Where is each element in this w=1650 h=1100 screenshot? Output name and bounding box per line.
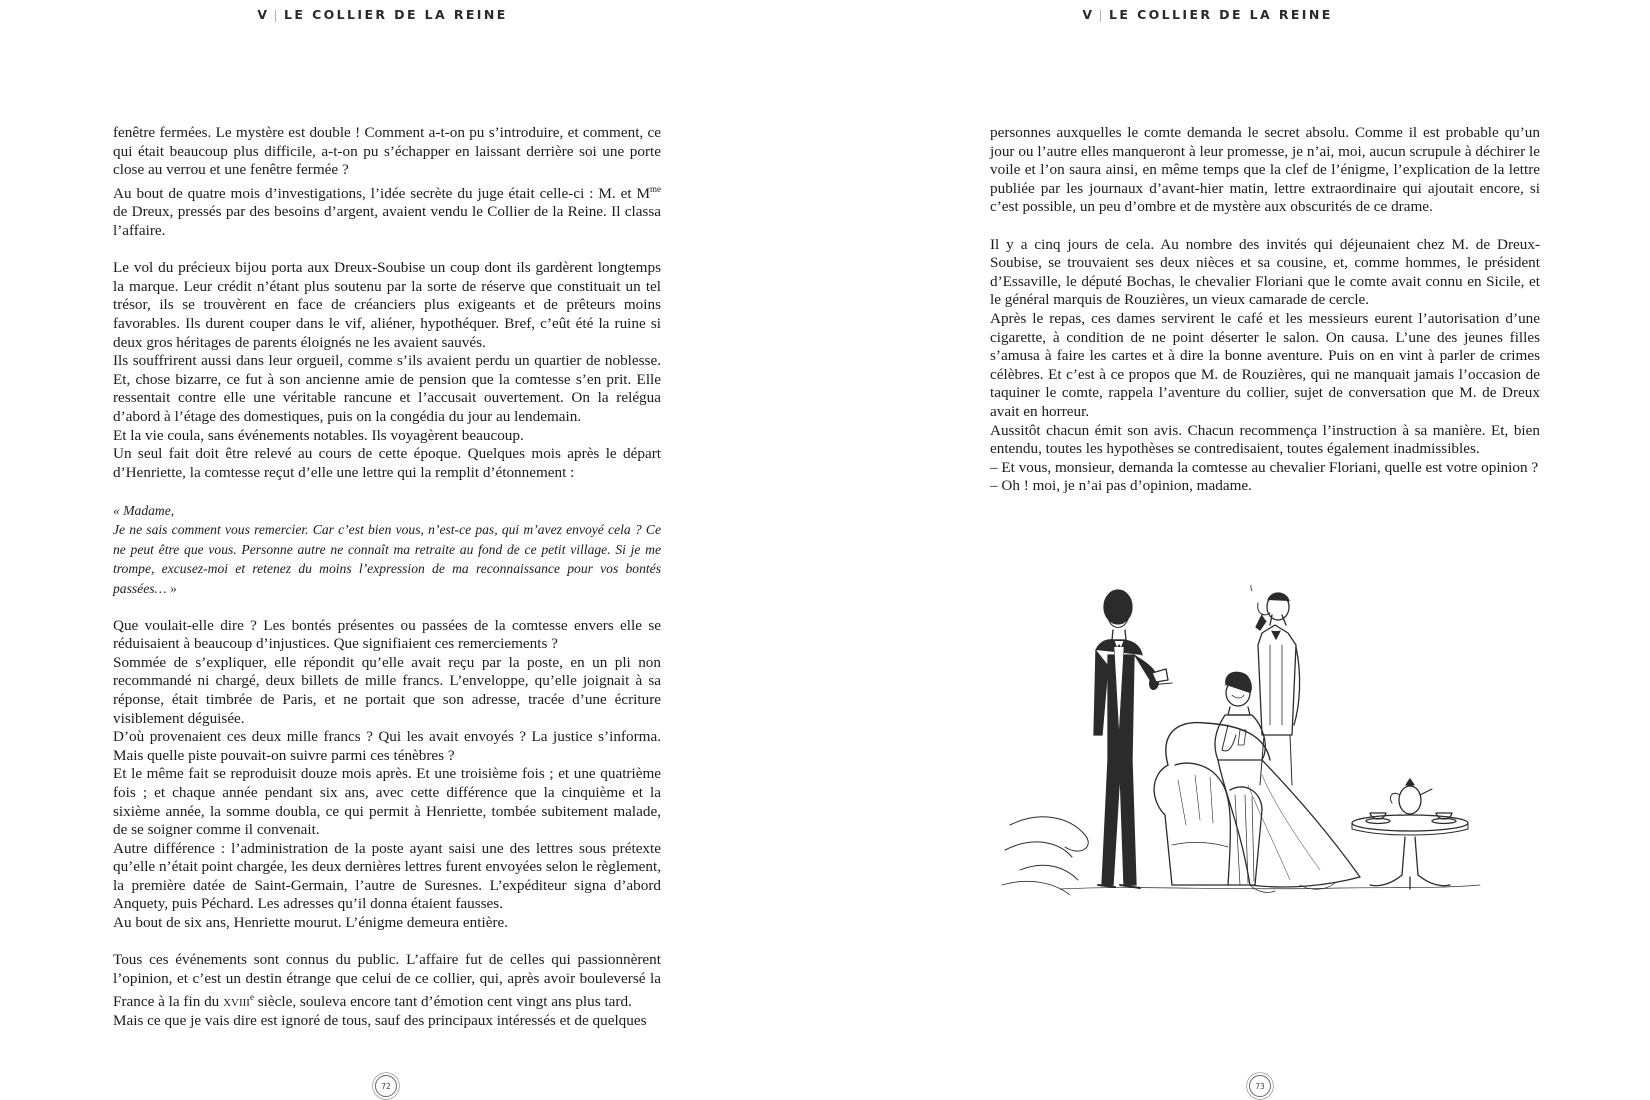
left-body-text: [113, 124, 661, 1031]
paragraph: Autre différence : l’administration de la poste ayant saisi une des lettres sous prétexte qu’elle n’était point chargée, les deux dernières lettres furent envoyées selon le règlement, la première datée de Saint-Germain, l’autre de Suresnes. L’expéditeur signa d’abord Anquety, puis Péchard. Les adresses qu’il donna étaient fausses.: [113, 839, 661, 913]
paragraph: Aussitôt chacun émit son avis. Chacun recommença l’instruction à sa manière. Et, bien entendu, toutes les hypothèses se contredisaient, toutes également inadmissibles.: [990, 421, 1540, 458]
paragraph: personnes auxquelles le comte demanda le secret absolu. Comme il est probable qu’un jour ou l’autre elles manqueront à leur promesse, je n’ai, moi, aucun scrupule à déchirer le voile et l’on saura ainsi, en même temps que la clef de l’énigme, l’explication de la lettre publiée par les journaux d’avant-hier matin, lettre extraordinaire qui ajoutait encore, si c’est possible, un peu d’ombre et de mystère aux obscurités de ce drame.: [990, 124, 1540, 216]
chapter-title: LE COLLIER DE LA REINE: [1109, 7, 1333, 22]
quoted-letter: [113, 501, 661, 598]
page-number-right: 73: [1249, 1075, 1271, 1097]
paragraph: – Oh ! moi, je n’ai pas d’opinion, madame.: [990, 477, 1252, 495]
paragraph: Un seul fait doit être relevé au cours de cette époque. Quelques mois après le départ d’Henriette, la comtesse reçut d’elle une lettre qui la remplit d’étonnement :: [113, 445, 661, 481]
paragraph: Au bout de six ans, Henriette mourut. L’énigme demeura entière.: [113, 914, 509, 932]
paragraph: Ils souffrirent aussi dans leur orgueil, comme s’ils avaient perdu un quartier de noblesse. Et, chose bizarre, ce fut à son ancienne amie de pension que la comtesse s’en prit. Elle ressentait contre elle une véritable rancune et l’accusait ouvertement. On la relégua d’abord à l’étage des domestiques, puis on la congédia du jour au lendemain.: [113, 352, 661, 425]
century-numeral: xviii: [223, 993, 250, 1011]
chapter-number: V: [1082, 7, 1095, 22]
letter-salutation: « Madame,: [113, 502, 175, 518]
running-head-separator: |: [273, 7, 281, 22]
paragraph-text: siècle, souleva encore tant d’émotion cent vingt ans plus tard.: [253, 993, 632, 1011]
paragraph: D’où provenaient ces deux mille francs ? Qui les avait envoyés ? La justice s’informa. Mais quelle piste pouvait-on suivre parmi ces ténèbres ?: [113, 728, 661, 764]
letter-body: Je ne sais comment vous remercier. Car c’est bien vous, n’est-ce pas, qui m’avez envoyé cela ? Ce ne peut être que vous. Personne autre ne connaît ma retraite au fond de ce petit village. Si je me trompe, excusez-moi et retenez du moins l’expression de ma reconnaissance pour vos bontés passées… »: [113, 522, 661, 596]
paragraph-text: Au bout de quatre mois d’investigations, l’idée secrète du juge était celle-ci : M. et M: [113, 184, 650, 202]
paragraph: Après le repas, ces dames servirent le café et les messieurs eurent l’autorisation d’une cigarette, à condition de ne point déserter le salon. On causa. L’une des jeunes filles s’amusa à faire les cartes et à dire la bonne aventure. Puis on en vint à parler de crimes célèbres. Et c’est à ce propos que M. de Rouzières, qui ne manquait jamais l’occasion de taquiner le comte, rappela l’aventure du collier, sujet de conversation que M. de Dreux avait en horreur.: [990, 309, 1540, 420]
paragraph: – Et vous, monsieur, demanda la comtesse au chevalier Floriani, quelle est votre opinion ?: [990, 458, 1539, 476]
paragraph: Et la vie coula, sans événements notables. Ils voyagèrent beaucoup.: [113, 426, 524, 444]
superscript: me: [650, 183, 661, 194]
chapter-title: LE COLLIER DE LA REINE: [284, 7, 508, 22]
paragraph: fenêtre fermées. Le mystère est double ! Comment a-t-on pu s’introduire, et comment, ce qui était beaucoup plus difficile, a-t-on pu s’échapper en laissant derrière soi une porte close au verrou et une fenêtre fermée ?: [113, 124, 661, 179]
running-head-separator: |: [1098, 7, 1106, 22]
chapter-number: V: [257, 7, 270, 22]
paragraph: Que voulait-elle dire ? Les bontés présentes ou passées de la comtesse envers elle se réduisaient à beaucoup d’injustices. Que signifiaient ces remerciements ?: [113, 616, 661, 653]
paragraph-text: Tous ces événements sont connus du public. L’affaire fut de celles qui passionnèrent l’opinion, et c’est un destin étrange que celui de ce collier, qui, après avoir bouleversé la France à la fin du: [113, 951, 661, 1011]
page-number-left: 72: [375, 1075, 397, 1097]
paragraph: Le vol du précieux bijou porta aux Dreux-Soubise un coup dont ils gardèrent longtemps la marque. Leur crédit n’étant plus soutenu par la sorte de réserve que constituait un tel trésor, ils se trouvèrent en face de créanciers plus exigeants et de prêteurs moins favorables. Ils durent couper dans le vif, aliéner, hypothéquer. Bref, c’eût été la ruine si deux gros héritages de parents éloignés ne les avaient sauvés.: [113, 259, 661, 351]
running-head-right: [795, 7, 1620, 22]
paragraph: Et le même fait se reproduisit douze mois après. Et une troisième fois ; et une quatrième fois ; et chaque année pendant six ans, avec cette différence que la cinquième et la sixième année, la somme doubla, ce qui permit à Henriette, tombée subitement malade, de se soigner comme il convenait.: [113, 765, 661, 839]
right-page: [825, 0, 1650, 1100]
running-head-left: [0, 7, 795, 22]
superscript: e: [249, 992, 254, 1003]
right-body-text: [990, 124, 1540, 496]
paragraph: [113, 951, 661, 1012]
paragraph: [113, 180, 661, 241]
paragraph-text: de Dreux, pressés par des besoins d’argent, avaient vendu le Collier de la Reine. Il classa l’affaire.: [113, 203, 661, 240]
salon-illustration: [1000, 585, 1520, 945]
paragraph: Sommée de s’expliquer, elle répondit qu’elle avait reçu par la poste, en un pli non recommandé ni chargé, deux billets de mille francs. L’enveloppe, qu’elle joignait à sa réponse, était timbrée de Paris, et ne portait que son adresse, tracée d’une écriture visiblement déguisée.: [113, 653, 661, 727]
paragraph: Mais ce que je vais dire est ignoré de tous, sauf des principaux intéressés et de quelques: [113, 1012, 647, 1030]
paragraph: Il y a cinq jours de cela. Au nombre des invités qui déjeunaient chez M. de Dreux-Soubise, se trouvaient ses deux nièces et sa cousine, et, comme hommes, le président d’Essaville, le député Bochas, le chevalier Floriani que le comte avait connu en Sicile, et le général marquis de Rouzières, un vieux camarade de cercle.: [990, 235, 1540, 309]
